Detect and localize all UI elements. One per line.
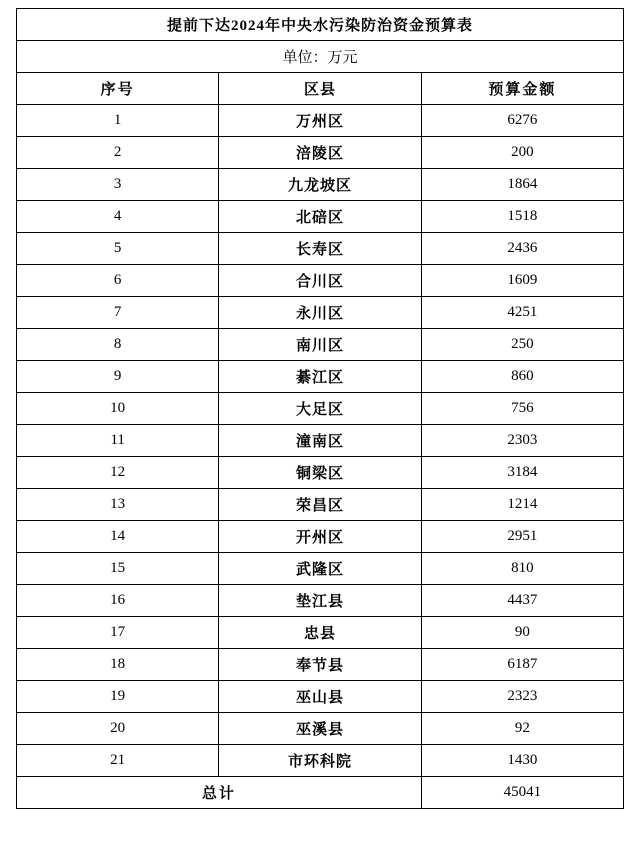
table-row <box>17 713 624 745</box>
table-row <box>17 521 624 553</box>
row-district: 涪陵区 <box>219 137 421 169</box>
row-amount: 3184 <box>421 457 623 489</box>
row-amount: 1609 <box>421 265 623 297</box>
row-district: 大足区 <box>219 393 421 425</box>
row-district: 南川区 <box>219 329 421 361</box>
row-amount: 860 <box>421 361 623 393</box>
budget-table-body <box>17 9 624 809</box>
row-index: 11 <box>17 425 219 457</box>
row-district: 奉节县 <box>219 649 421 681</box>
row-amount: 756 <box>421 393 623 425</box>
row-district: 合川区 <box>219 265 421 297</box>
column-header-amount: 预算金额 <box>421 73 623 105</box>
table-row <box>17 105 624 137</box>
row-district: 潼南区 <box>219 425 421 457</box>
row-amount: 1214 <box>421 489 623 521</box>
row-amount: 1430 <box>421 745 623 777</box>
table-row <box>17 137 624 169</box>
table-row <box>17 425 624 457</box>
table-row <box>17 489 624 521</box>
title-row <box>17 9 624 41</box>
unit-note: 单位：万元 <box>17 41 624 73</box>
row-district: 荣昌区 <box>219 489 421 521</box>
row-amount: 1518 <box>421 201 623 233</box>
row-index: 1 <box>17 105 219 137</box>
row-amount: 250 <box>421 329 623 361</box>
unit-row <box>17 41 624 73</box>
row-index: 14 <box>17 521 219 553</box>
row-amount: 90 <box>421 617 623 649</box>
row-index: 3 <box>17 169 219 201</box>
row-district: 永川区 <box>219 297 421 329</box>
row-district: 铜梁区 <box>219 457 421 489</box>
table-row <box>17 265 624 297</box>
row-index: 19 <box>17 681 219 713</box>
row-district: 万州区 <box>219 105 421 137</box>
table-row <box>17 681 624 713</box>
row-index: 12 <box>17 457 219 489</box>
table-row <box>17 585 624 617</box>
row-index: 9 <box>17 361 219 393</box>
table-row <box>17 169 624 201</box>
column-header-district: 区县 <box>219 73 421 105</box>
table-row <box>17 393 624 425</box>
row-amount: 6187 <box>421 649 623 681</box>
row-district: 綦江区 <box>219 361 421 393</box>
row-amount: 2323 <box>421 681 623 713</box>
row-amount: 6276 <box>421 105 623 137</box>
table-row <box>17 233 624 265</box>
row-index: 20 <box>17 713 219 745</box>
budget-table <box>16 8 624 809</box>
row-district: 垫江县 <box>219 585 421 617</box>
table-row <box>17 649 624 681</box>
row-amount: 1864 <box>421 169 623 201</box>
row-district: 武隆区 <box>219 553 421 585</box>
row-index: 13 <box>17 489 219 521</box>
row-district: 北碚区 <box>219 201 421 233</box>
row-index: 15 <box>17 553 219 585</box>
row-amount: 2303 <box>421 425 623 457</box>
row-amount: 92 <box>421 713 623 745</box>
total-row <box>17 777 624 809</box>
row-index: 21 <box>17 745 219 777</box>
row-amount: 4437 <box>421 585 623 617</box>
row-index: 10 <box>17 393 219 425</box>
table-row <box>17 617 624 649</box>
row-amount: 2951 <box>421 521 623 553</box>
table-row <box>17 553 624 585</box>
row-district: 九龙坡区 <box>219 169 421 201</box>
table-row <box>17 361 624 393</box>
row-amount: 810 <box>421 553 623 585</box>
total-amount: 45041 <box>421 777 623 809</box>
page-title: 提前下达2024年中央水污染防治资金预算表 <box>17 9 624 41</box>
row-index: 4 <box>17 201 219 233</box>
row-amount: 2436 <box>421 233 623 265</box>
table-row <box>17 329 624 361</box>
row-amount: 4251 <box>421 297 623 329</box>
column-header-index: 序号 <box>17 73 219 105</box>
row-district: 市环科院 <box>219 745 421 777</box>
table-row <box>17 457 624 489</box>
total-label: 总计 <box>17 777 422 809</box>
row-index: 5 <box>17 233 219 265</box>
row-index: 17 <box>17 617 219 649</box>
row-index: 6 <box>17 265 219 297</box>
row-district: 巫溪县 <box>219 713 421 745</box>
row-amount: 200 <box>421 137 623 169</box>
document-page <box>0 8 640 843</box>
row-district: 巫山县 <box>219 681 421 713</box>
row-district: 忠县 <box>219 617 421 649</box>
row-district: 开州区 <box>219 521 421 553</box>
row-index: 18 <box>17 649 219 681</box>
table-row <box>17 201 624 233</box>
table-row <box>17 297 624 329</box>
row-index: 16 <box>17 585 219 617</box>
row-district: 长寿区 <box>219 233 421 265</box>
row-index: 8 <box>17 329 219 361</box>
table-row <box>17 745 624 777</box>
row-index: 7 <box>17 297 219 329</box>
header-row <box>17 73 624 105</box>
row-index: 2 <box>17 137 219 169</box>
